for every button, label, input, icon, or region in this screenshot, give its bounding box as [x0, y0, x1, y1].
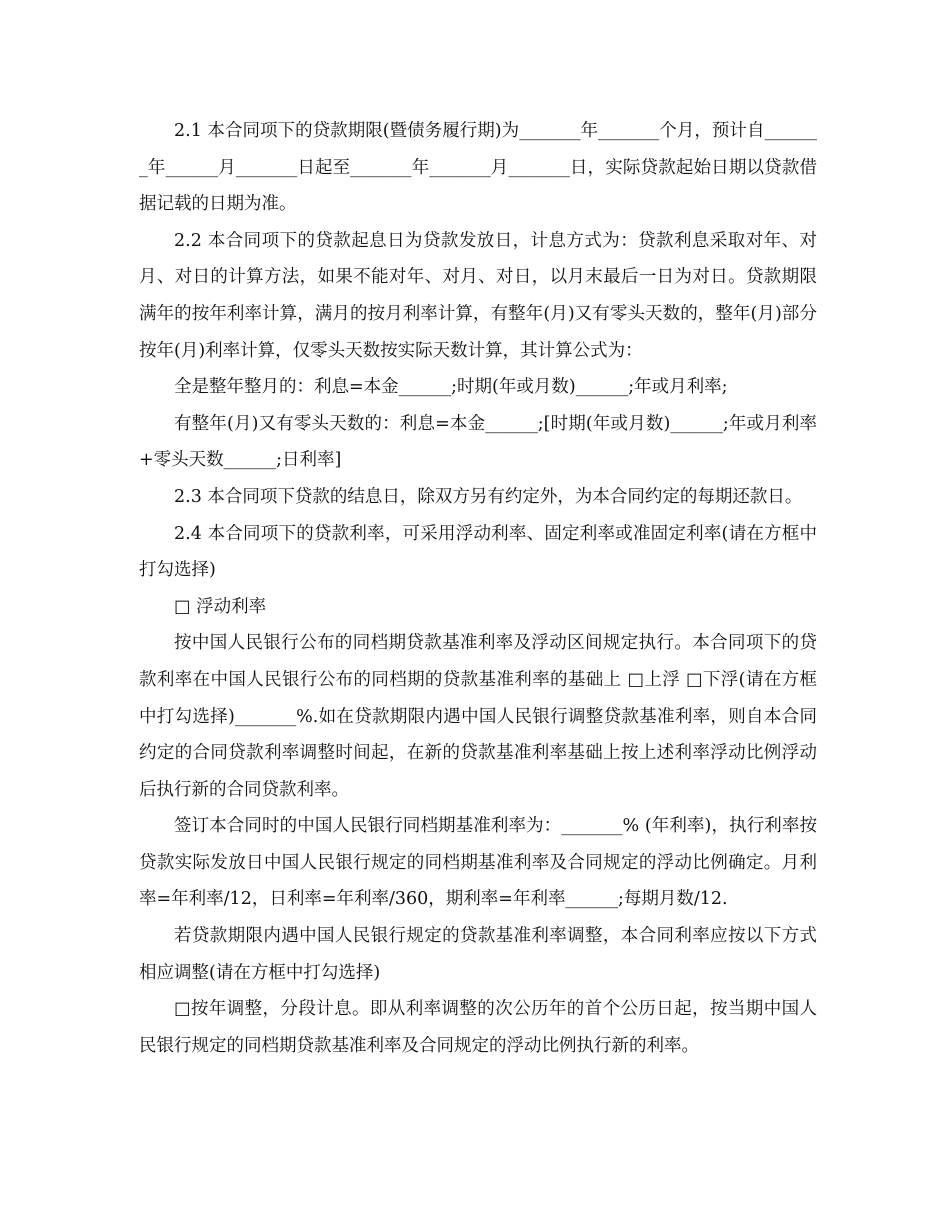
option-floating-rate: □ 浮动利率	[174, 596, 267, 617]
document-body	[139, 113, 817, 1064]
clause-2-4: 2.4 本合同项下的贷款利率，可采用浮动利率、固定利率或准固定利率(请在方框中打勾选择)	[139, 523, 817, 581]
clause-2-2: 2.2 本合同项下的贷款起息日为贷款发放日，计息方式为：贷款利息采取对年、对月、对日的计算方法，如果不能对年、对月、对日，以月末最后一日为对日。贷款期限满年的按年利率计算，满月的按月利率计算，有整年(月)又有零头天数的，整年(月)部分按年(月)利率计算，仅零头天数按实际天数计算，其计算公式为：	[139, 230, 817, 361]
floating-rate-terms: 按中国人民银行公布的同档期贷款基准利率及浮动区间规定执行。本合同项下的贷款利率在中国人民银行公布的同档期的贷款基准利率的基础上 □上浮 □下浮(请在方框中打勾选择)_______%.如在贷款期限内遇中国人民银行调整贷款基准利率，则自本合同约定的合同贷款利率调整时间起，在新的贷款基准利率基础上按上述利率浮动比例浮动后执行新的合同贷款利率。	[139, 633, 817, 800]
clause-2-1: 2.1 本合同项下的贷款期限(暨债务履行期)为_______年_______个月，预计自_______年______月_______日起至_______年_______月_______日，实际贷款起始日期以贷款借据记载的日期为准。	[139, 121, 817, 215]
rate-adjustment-intro: 若贷款期限内遇中国人民银行规定的贷款基准利率调整，本合同利率应按以下方式相应调整(请在方框中打勾选择)	[139, 926, 817, 983]
clause-2-3: 2.3 本合同项下贷款的结息日，除双方另有约定外，为本合同约定的每期还款日。	[174, 486, 803, 507]
option-annual-adjustment: □按年调整，分段计息。即从利率调整的次公历年的首个公历日起，按当期中国人民银行规定的同档期贷款基准利率及合同规定的浮动比例执行新的利率。	[139, 999, 817, 1056]
formula-partial-days: 有整年(月)又有零头天数的：利息=本金______;[时期(年或月数)______;年或月利率+零头天数______;日利率]	[139, 413, 817, 471]
formula-whole-year: 全是整年整月的：利息=本金______;时期(年或月数)______;年或月利率;	[174, 377, 728, 398]
base-rate-terms: 签订本合同时的中国人民银行同档期基准利率为：_______% (年利率)，执行利率按贷款实际发放日中国人民银行规定的同档期基准利率及合同规定的浮动比例确定。月利率=年利率/12，日利率=年利率/360，期利率=年利率______;每期月数/12.	[139, 816, 817, 910]
